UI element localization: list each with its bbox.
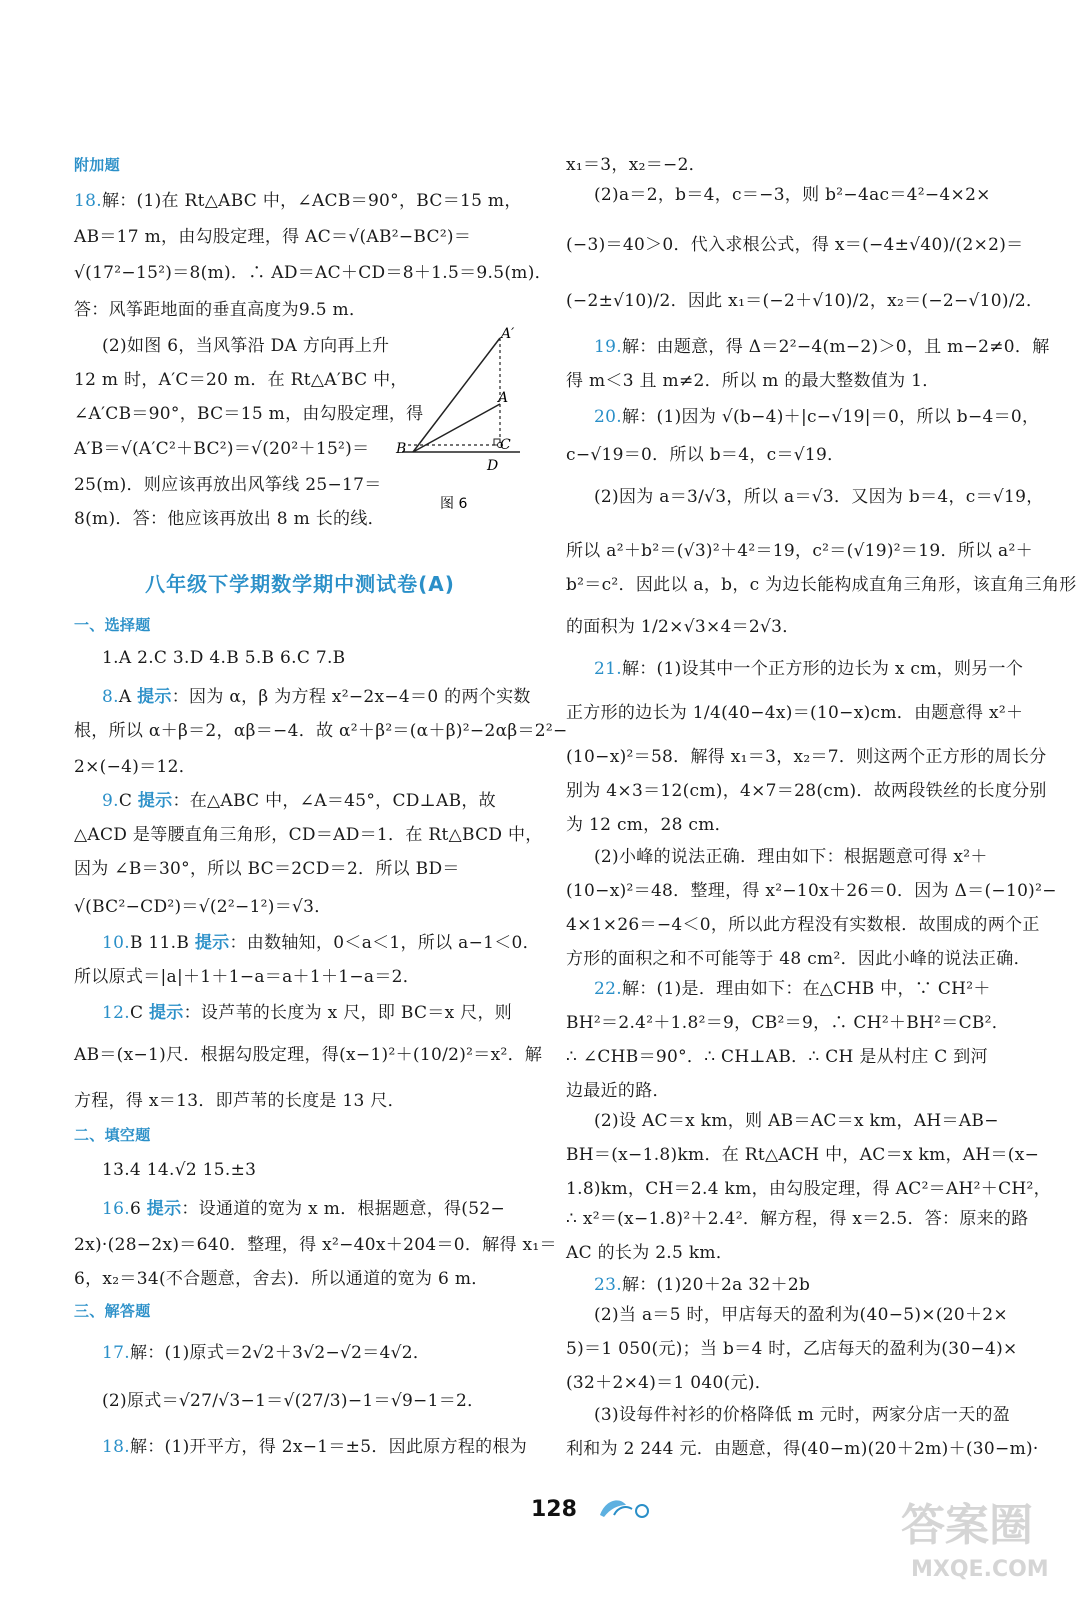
text-line [594,180,1018,205]
label-A: A [498,390,509,406]
line-text: √(17²−15²)＝8(m)．∴ AD＝AC＋CD＝8＋1.5＝9.5(m)． [74,263,552,283]
question-number: 18. [74,191,102,211]
line-text: (2)a＝2，b＝4，c＝−3，则 b²−4ac＝4²−4×2× [594,185,991,205]
line-text: C 提示：设芦苇的长度为 x 尺，即 BC＝x 尺，则 [129,1003,513,1023]
text-line [566,944,1031,969]
line-text: 解：(1)因为 √(b−4)＋|c−√19|＝0，所以 b−4＝0， [621,407,1040,427]
line-text: A 提示：因为 α，β 为方程 x²−2x−4＝0 的两个实数 [118,687,531,707]
text-line [566,1334,1018,1359]
line-text: 13.4 14.√2 15.±3 [102,1160,257,1180]
line-text: 得 m＜3 且 m≠2．所以 m 的最大整数值为 1． [566,371,940,391]
text-line [566,1076,1018,1101]
text-line [566,1042,1018,1067]
line-text: ∴ ∠CHB＝90°．∴ CH⊥AB．∴ CH 是从村庄 C 到河 [566,1047,988,1067]
line-text: AC 的长为 2.5 km． [566,1243,734,1263]
section-heading [74,1300,526,1321]
line-text: ∠A′CB＝90°，BC＝15 m，由勾股定理，得 [74,404,424,424]
watermark [895,1488,1060,1588]
line-text: C 提示：在△ABC 中，∠A＝45°，CD⊥AB，故 [118,791,496,811]
text-line [566,286,1044,311]
text-line [594,402,1040,427]
line-text: 1.A 2.C 3.D 4.B 5.B 6.C 7.B [102,648,346,668]
line-text: △ACD 是等腰直角三角形，CD＝AD＝1．在 Rt△BCD 中， [74,825,543,845]
line-text: 12 m 时，A′C＝20 m．在 Rt△A′BC 中， [74,370,408,390]
question-number: 17. [102,1343,130,1363]
line-text: 解：(1)开平方，得 2x−1＝±5．因此原方程的根为 [129,1437,528,1457]
line-text: 解：(1)20＋2a 32＋2b [621,1275,811,1295]
question-number: 21. [594,659,622,679]
text-line [74,1086,526,1111]
text-line [594,1400,1018,1425]
text-line [74,1040,543,1065]
line-text: (2)原式＝√27/√3−1＝√(27/3)−1＝√9−1＝2． [102,1391,485,1411]
question-number: 16. [102,1199,130,1219]
text-line [74,854,526,879]
line-text: 一、选择题 [74,616,151,634]
text-line [594,1106,1018,1131]
text-line [74,820,543,845]
line-text: 5)＝1 050(元)；当 b＝4 时，乙店每天的盈利为(30−4)× [566,1339,1018,1359]
text-line [566,810,1018,835]
line-text: 三、解答题 [74,1302,151,1320]
line-text: 解：(1)原式＝2√2＋3√2−√2＝4√2． [129,1343,431,1363]
label-D: D [487,458,499,474]
text-line [566,742,1047,767]
text-line [74,186,526,211]
line-text: 边最近的路． [566,1081,670,1101]
line-text: AB＝(x−1)尺．根据勾股定理，得(x−1)²＋(10/2)²＝x²．解 [74,1045,543,1065]
text-line [102,682,531,707]
line-text: 二、填空题 [74,1126,151,1144]
text-line [74,1230,557,1255]
text-line [594,1270,1018,1295]
text-line [566,698,1024,723]
line-text: (32＋2×4)＝1 040(元)． [566,1373,773,1393]
question-number: 12. [102,1003,130,1023]
text-line [566,1368,1018,1393]
line-text: 解：(1)设其中一个正方形的边长为 x cm，则另一个 [621,659,1024,679]
line-text: (−2±√10)/2．因此 x₁＝(−2＋√10)/2，x₂＝(−2−√10)/2． [566,291,1044,311]
text-line [102,648,526,668]
question-number: 8. [102,687,119,707]
line-text: 因为 ∠B＝30°，所以 BC＝2CD＝2．所以 BD＝ [74,859,460,879]
watermark-url: MXQE.COM [911,1557,1049,1582]
line-text: 所以原式＝|a|＋1＋1−a＝a＋1＋1−a＝2． [74,967,421,987]
text-line [74,716,568,741]
line-text: BH²＝2.4²＋1.8²＝9，CB²＝9，∴ CH²＋BH²＝CB²． [566,1013,1010,1033]
line-text: BH＝(x−1.8)km．在 Rt△ACH 中，AC＝x km，AH＝(x− [566,1145,1040,1165]
text-line [102,1432,526,1457]
text-line [102,1160,526,1180]
line-text: 利和为 2 244 元．由题意，得(40−m)(20＋2m)＋(30−m)· [566,1439,1039,1459]
line-text: B 11.B 提示：由数轴知，0＜a＜1，所以 a−1＜0． [129,933,540,953]
line-text: 2x)·(28−2x)＝640．整理，得 x²−40x＋204＝0．解得 x₁＝ [74,1235,557,1255]
text-line [566,1204,1029,1229]
line-text: 8(m)．答：他应该再放出 8 m 长的线． [74,509,385,529]
text-line [594,974,1018,999]
section-heading [74,154,526,175]
line-text: 正方形的边长为 1/4(40−4x)＝(10−x)cm．由题意得 x²＋ [566,703,1024,723]
text-line [594,842,1018,867]
watermark-logo: 答案圈 [901,1500,1033,1551]
text-line [566,910,1040,935]
label-C: C [500,437,511,453]
text-line [566,366,1018,391]
line-text: (2)小峰的说法正确．理由如下：根据题意可得 x²＋ [594,847,988,867]
text-line [74,892,526,917]
text-line [102,786,526,811]
line-text: 别为 4×3＝12(cm)，4×7＝28(cm)．故两段铁丝的长度分别 [566,781,1047,801]
line-text: 所以 a²＋b²＝(√3)²＋4²＝19，c²＝(√19)²＝19．所以 a²＋ [566,541,1033,561]
text-line [74,752,526,777]
line-text: (2)因为 a＝3/√3，所以 a＝√3．又因为 b＝4，c＝√19， [594,487,1044,507]
line-text: 根，所以 α＋β＝2，αβ＝−4．故 α²＋β²＝(α＋β)²−2αβ＝2²− [74,721,568,741]
leaf-logo-icon [596,1493,654,1521]
line-text: ∴ x²＝(x−1.8)²＋2.4²．解方程，得 x＝2.5．答：原来的路 [566,1209,1029,1229]
text-line [566,570,1077,595]
text-line [594,654,1024,679]
line-text: 解：(1)是．理由如下：在△CHB 中，∵ CH²＋ [621,979,991,999]
question-number: 9. [102,791,119,811]
text-line [74,962,526,987]
text-line [566,876,1057,901]
text-line [594,482,1044,507]
line-text: AB＝17 m，由勾股定理，得 AC＝√(AB²−BC²)＝ [74,227,472,247]
line-text: c−√19＝0．所以 b＝4，c＝√19． [566,445,845,465]
section-title: 八年级下学期数学期中测试卷(A) [145,572,455,596]
line-text: 为 12 cm，28 cm． [566,815,732,835]
text-line [566,1174,1051,1199]
line-text: (10−x)²＝48．整理，得 x²−10x＋26＝0．因为 Δ＝(−10)²− [566,881,1057,901]
text-line [566,230,1024,255]
line-text: A′B＝√(A′C²＋BC²)＝√(20²＋15²)＝ [74,439,370,459]
text-line [566,1008,1018,1033]
line-text: (2)设 AC＝x km，则 AB＝AC＝x km，AH＝AB− [594,1111,999,1131]
label-B: B [396,441,407,457]
text-line [594,1300,1018,1325]
text-line [102,928,540,953]
line-text: 2×(−4)＝12． [74,757,197,777]
line-text: (2)当 a＝5 时，甲店每天的盈利为(40−5)×(20＋2× [594,1305,1008,1325]
section-heading [74,614,526,635]
line-text: (3)设每件衬衫的价格降低 m 元时，两家分店一天的盈 [594,1405,1011,1425]
text-line [566,776,1047,801]
text-line [594,332,1050,357]
line-text: 答：风筝距地面的垂直高度为9.5 m． [74,300,367,320]
text-line [566,612,1018,637]
line-text: 4×1×26＝−4＜0，所以此方程没有实数根．故围成的两个正 [566,915,1040,935]
line-text: 方形的面积之和不可能等于 48 cm²．因此小峰的说法正确． [566,949,1031,969]
line-text: 解：由题意，得 Δ＝2²−4(m−2)＞0，且 m−2≠0．解 [621,337,1050,357]
line-text: (−3)＝40＞0．代入求根公式，得 x＝(−4±√40)/(2×2)＝ [566,235,1024,255]
text-line [74,1264,526,1289]
text-line [566,150,1018,175]
text-line [102,1338,526,1363]
question-number: 20. [594,407,622,427]
text-line [102,998,526,1023]
question-number: 10. [102,933,130,953]
line-text: 6，x₂＝34(不合题意，舍去)．所以通道的宽为 6 m． [74,1269,489,1289]
text-line [566,1238,1018,1263]
section-heading [74,1124,526,1145]
line-BA-prime [413,338,500,452]
text-line [102,1386,526,1411]
line-text: (10−x)²＝58．解得 x₁＝3，x₂＝7．则这两个正方形的周长分 [566,747,1047,767]
line-text: (2)如图 6，当风筝沿 DA 方向再上升 [102,336,390,356]
text-line [74,222,526,247]
text-line [566,1434,1039,1459]
page-number: 128 [531,1497,577,1522]
line-text: b²＝c²．因此以 a，b，c 为边长能构成直角三角形，该直角三角形 [566,575,1077,595]
question-number: 22. [594,979,622,999]
line-text: 附加题 [74,156,120,174]
label-A-prime: A′ [501,326,515,342]
text-line [566,536,1033,561]
figure-caption: 图 6 [440,496,468,512]
line-text: √(BC²−CD²)＝√(2²−1²)＝√3． [74,897,332,917]
question-number: 18. [102,1437,130,1457]
question-number: 23. [594,1275,622,1295]
line-text: 1.8)km，CH＝2.4 km，由勾股定理，得 AC²＝AH²＋CH²， [566,1179,1051,1199]
question-number: 19. [594,337,622,357]
line-text: 解：(1)在 Rt△ABC 中，∠ACB＝90°，BC＝15 m， [101,191,522,211]
line-text: 的面积为 1/2×√3×4＝2√3． [566,617,800,637]
line-text: x₁＝3，x₂＝−2． [566,155,706,175]
line-text: 6 提示：设通道的宽为 x m．根据题意，得(52− [129,1199,505,1219]
text-line [566,1140,1040,1165]
text-line [102,1194,526,1219]
text-line [74,258,552,283]
line-text: 方程，得 x＝13．即芦苇的长度是 13 尺． [74,1091,405,1111]
line-text: 25(m)．则应该再放出风筝线 25−17＝ [74,475,382,495]
text-line [566,440,1018,465]
text-line [74,295,526,320]
figure-6 [380,324,530,524]
